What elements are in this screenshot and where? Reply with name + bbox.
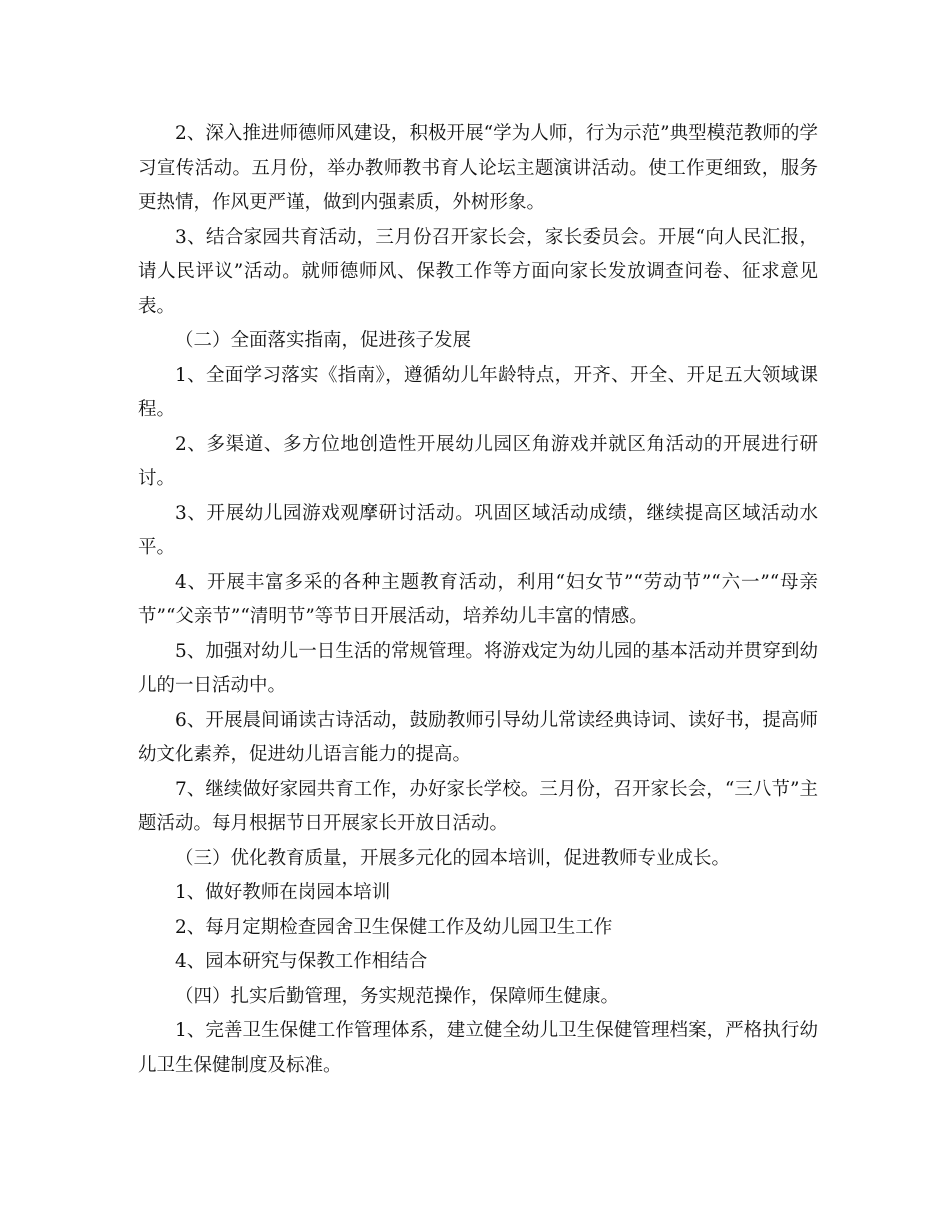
section-heading: （三）优化教育质量，开展多元化的园本培训，促进教师专业成长。 [175,847,731,869]
paragraph-item: 1、做好教师在岗园本培训 [175,882,391,903]
paragraph-item: 1、完善卫生保健工作管理体系，建立健全幼儿卫生保健管理档案，严格执行幼儿卫生保健制度及标准。 [138,1020,818,1076]
paragraph-item: 7、继续做好家园共育工作，办好家长学校。三月份，召开家长会，“三八节”主题活动。每月根据节日开展家长开放日活动。 [138,778,818,834]
paragraph-item: 2、深入推进师德师风建设，积极开展“学为人师，行为示范”典型模范教师的学习宣传活动。五月份，举办教师教书育人论坛主题演讲活动。使工作更细致，服务更热情，作风更严谨，做到内强素质，外树形象。 [138,123,818,213]
section-heading: （四）扎实后勤管理，务实规范操作，保障师生健康。 [175,985,620,1007]
paragraph-item: 6、开展晨间诵读古诗活动，鼓励教师引导幼儿常读经典诗词、读好书，提高师幼文化素养，促进幼儿语言能力的提高。 [138,709,818,765]
paragraph-item: 2、每月定期检查园舍卫生保健工作及幼儿园卫生工作 [175,916,613,938]
document-body [138,117,818,1083]
paragraph-item: 5、加强对幼儿一日生活的常规管理。将游戏定为幼儿园的基本活动并贯穿到幼儿的一日活动中。 [138,640,818,696]
section-heading: （二）全面落实指南，促进孩子发展 [175,330,472,351]
paragraph-item: 3、结合家园共育活动，三月份召开家长会，家长委员会。开展“向人民汇报，请人民评议”活动。就师德师风、保教工作等方面向家长发放调查问卷、征求意见表。 [138,226,818,317]
paragraph-item: 2、多渠道、多方位地创造性开展幼儿园区角游戏并就区角活动的开展进行研讨。 [138,433,818,489]
paragraph-item: 4、园本研究与保教工作相结合 [175,951,428,972]
paragraph-item: 3、开展幼儿园游戏观摩研讨活动。巩固区域活动成绩，继续提高区域活动水平。 [138,502,818,558]
paragraph-item: 1、全面学习落实《指南》，遵循幼儿年龄特点，开齐、开全、开足五大领域课程。 [138,364,818,420]
paragraph-item: 4、开展丰富多采的各种主题教育活动，利用“妇女节”“劳动节”“六一”“母亲节”“父亲节”“清明节”等节日开展活动，培养幼儿丰富的情感。 [138,571,818,627]
